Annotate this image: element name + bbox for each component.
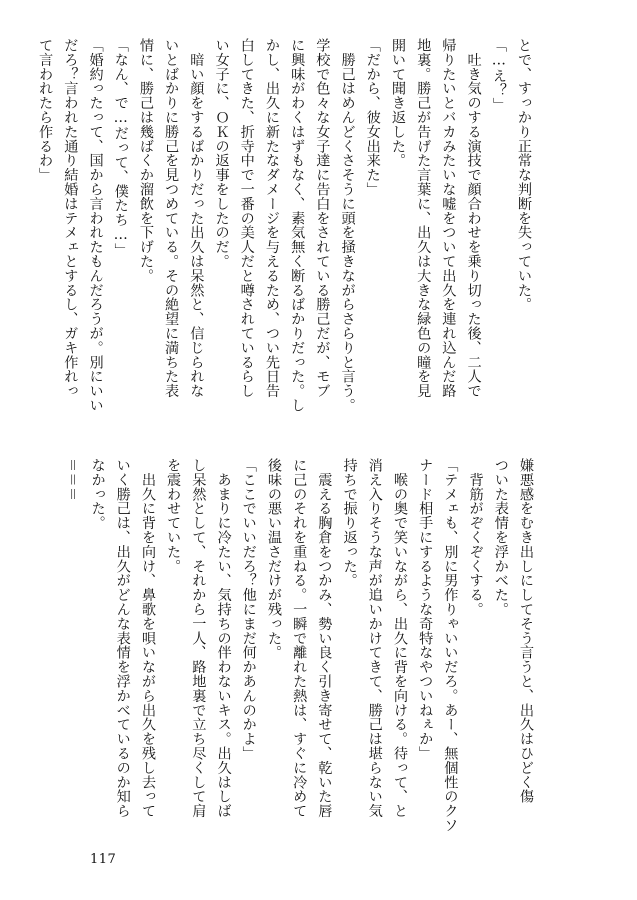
text-column: 吐き気のする演技で顔合わせを乗り切った後、二人で (465, 38, 482, 398)
text-column: 「…え？」 (490, 38, 507, 112)
text-column: 情に、勝己は幾ばくか溜飲を下げた。 (137, 38, 154, 283)
text-column: 消え入りそうな声が追いかけてきて、勝己は堪らない気 (366, 458, 383, 818)
text-column: 「なん、で…だって、僕たち…」 (112, 38, 129, 258)
text-column: 「婚約ったって、国から言われたもんだろうが。別にいい (87, 38, 104, 413)
text-column: 帰りたいとバカみたいな嘘をついて出久を連れ込んだ路 (440, 38, 457, 398)
text-column: ついた表情を浮かべた。 (492, 458, 509, 617)
text-column: し呆然として、それから一人、路地裏で立ち尽くして肩 (190, 458, 207, 818)
text-column: いく勝己は、出久がどんな表情を浮かべているのか知ら (114, 458, 131, 818)
text-column: を震わせていた。 (165, 458, 182, 574)
text-column: 白してきた、折寺中で一番の美人だと噂されているらし (238, 38, 255, 398)
text-column: 嫌悪感をむき出しにしてそう言うと、出久はひどく傷 (518, 458, 534, 804)
text-column: 「テメェも、別に男作りゃいいだろ。あー、無個性のクソ (442, 458, 459, 833)
text-column: 持ちで振り返った。 (341, 458, 358, 588)
text-column: い女子に、ＯＫの返事をしたのだ。 (213, 38, 230, 269)
text-column: 開いて聞き返した。 (389, 38, 406, 168)
text-column: 暗い顔をするばかりだった出久は呆然と、信じられな (188, 38, 205, 398)
text-column: て言われたら作るわ」 (37, 38, 54, 182)
upper-text-block (32, 38, 536, 413)
lower-text-block (59, 458, 538, 833)
text-column: 出久に背を向け、鼻歌を唄いながら出久を残し去って (139, 458, 156, 818)
text-column: 学校で色々な女子達に告白をされている勝己だが、モブ (314, 38, 331, 398)
text-column: に興味がわくはずもなく、素気無く断るばかりだった。し (289, 38, 306, 413)
text-column: 喉の奥で笑いながら、出久に背を向ける。待って、と (391, 458, 408, 818)
text-column: なかった。 (89, 458, 106, 530)
text-column: 震える胸倉をつかみ、勢い良く引き寄せて、乾いた唇 (316, 458, 333, 818)
text-column: かし、出久に新たなダメージを与えるため、つい先日告 (263, 38, 280, 398)
text-column: 背筋がぞくぞくする。 (467, 458, 484, 617)
page-number: 117 (90, 852, 117, 867)
text-column: だろ？言われた通り結婚はテメェとするし、ガキ作れっ (62, 38, 79, 398)
text-column: 「ここでいいだろ？他にまだ何かあんのかよ」 (240, 458, 257, 761)
text-column: とで、すっかり正常な判断を失っていた。 (516, 38, 532, 312)
text-column: あまりに冷たい、気持ちの伴わないキス。出久はしば (215, 458, 232, 818)
text-column: 「だから、彼女出来た」 (364, 38, 381, 197)
text-column: ナード相手にするような奇特なやついねぇか」 (417, 458, 434, 761)
text-column: に己のそれを重ねる。一瞬で離れた熱は、すぐに冷めて (291, 458, 308, 818)
text-column: いとばかりに勝己を見つめている。その絶望に満ちた表 (163, 38, 180, 398)
text-column: 地裏。勝己が告げた言葉に、出久は大きな緑色の瞳を見 (415, 38, 432, 398)
text-column: 後味の悪い温さだけが残った。 (265, 458, 282, 660)
scene-break: ＝＝＝ (64, 458, 81, 502)
text-column: 勝己はめんどくさそうに頭を掻きながらさらりと言う。 (339, 38, 356, 413)
